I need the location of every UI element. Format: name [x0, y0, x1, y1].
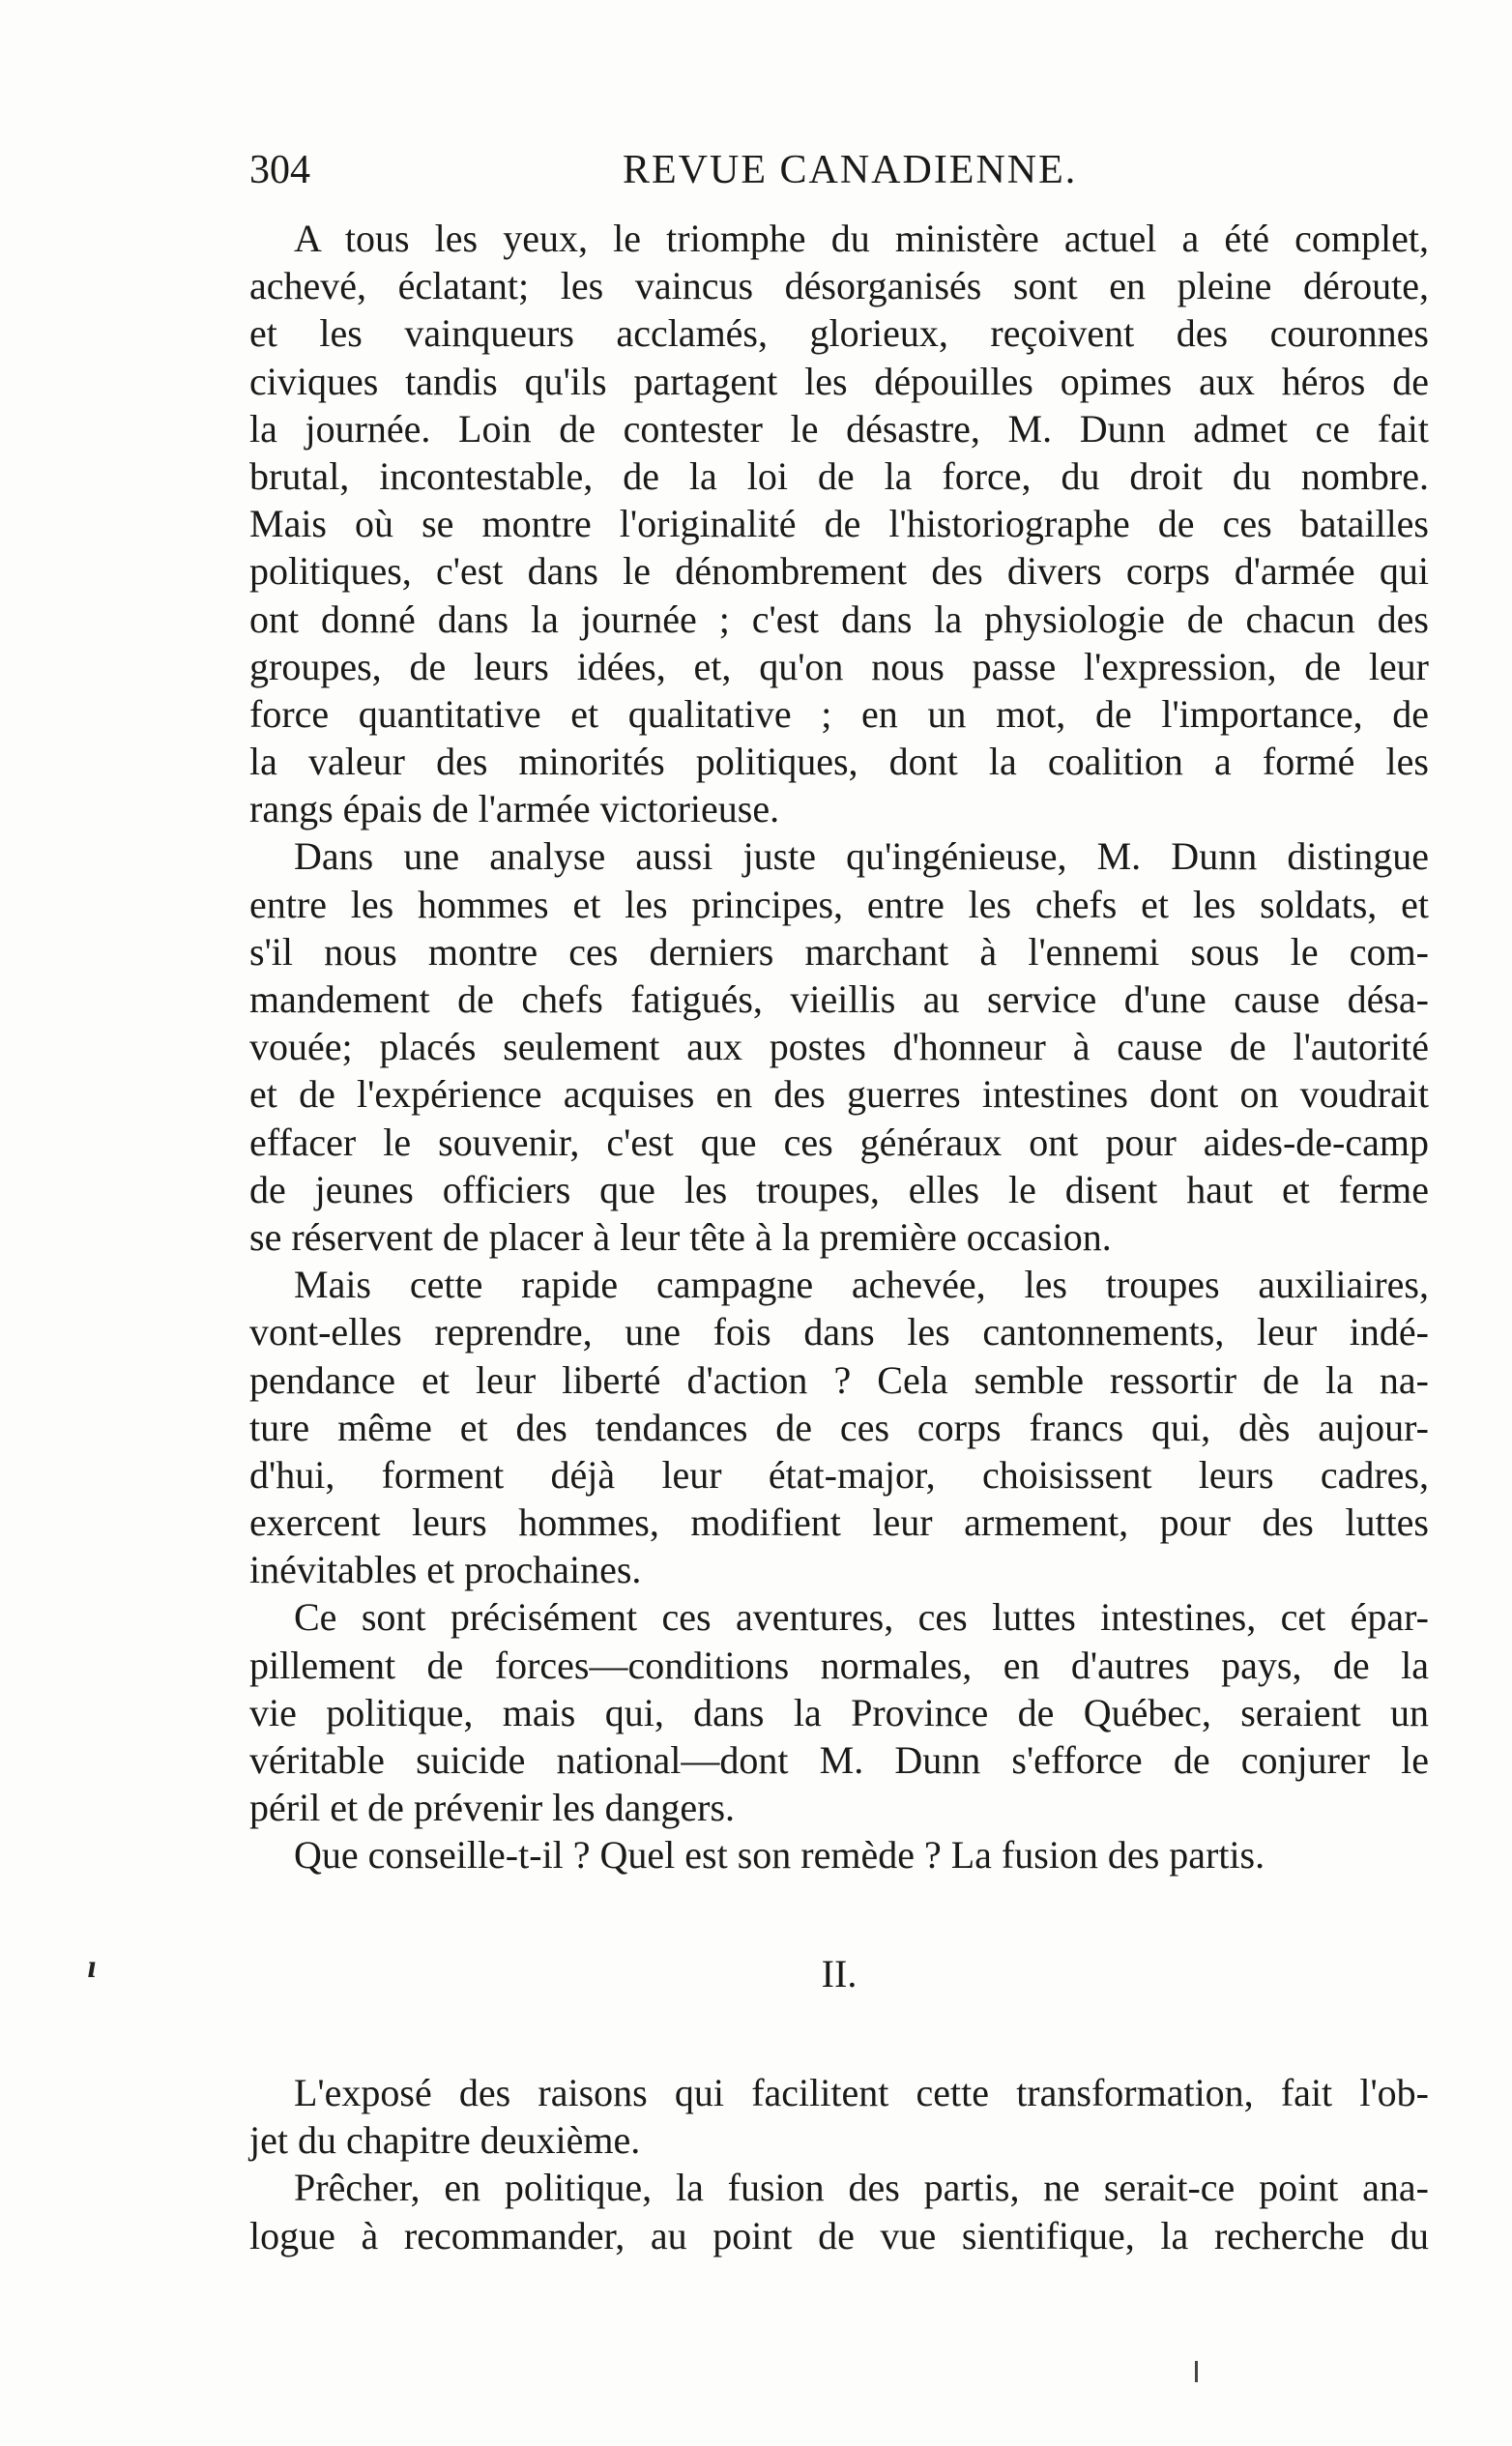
text-line: s'il nous montre ces derniers marchant à l'ennemi sous le com- — [249, 929, 1429, 974]
text-line: politiques, c'est dans le dénombrement des divers corps d'armée qui — [249, 549, 1429, 594]
text-line: et les vainqueurs acclamés, glorieux, reçoivent des couronnes — [249, 311, 1429, 356]
text-line: effacer le souvenir, c'est que ces généraux ont pour aides-de-camp — [249, 1120, 1429, 1164]
text-line: exercent leurs hommes, modifient leur armement, pour des luttes — [249, 1500, 1429, 1545]
margin-mark: ɪ — [87, 1949, 98, 1985]
text-line: d'hui, forment déjà leur état-major, choisissent leurs cadres, — [249, 1452, 1429, 1497]
text-line: groupes, de leurs idées, et, qu'on nous passe l'expression, de leur — [249, 644, 1429, 688]
text-line: de jeunes officiers que les troupes, elles le disent haut et ferme — [249, 1167, 1429, 1211]
text-line: vont-elles reprendre, une fois dans les cantonnements, leur indé- — [249, 1310, 1429, 1354]
blank-space — [249, 1879, 1429, 1927]
text-line: se réservent de placer à leur tête à la première occasion. — [249, 1214, 1112, 1259]
paragraph — [249, 832, 1429, 1261]
text-line: force quantitative et qualitative ; en un mot, de l'importance, de — [249, 691, 1429, 736]
text-line: véritable suicide national—dont M. Dunn s'efforce de conjurer le — [249, 1738, 1429, 1782]
text-line: Prêcher, en politique, la fusion des partis, ne serait-ce point ana- — [294, 2166, 1429, 2210]
text-line: jet du chapitre deuxième. — [249, 2118, 641, 2163]
text-line: brutal, incontestable, de la loi de la force, du droit du nombre. — [249, 453, 1429, 498]
text-line: inévitables et prochaines. — [249, 1548, 642, 1592]
text-line: Que conseille-t-il ? Quel est son remède ? La fusion des partis. — [294, 1833, 1265, 1878]
text-line: la valeur des minorités politiques, dont la coalition a formé les — [249, 740, 1429, 784]
text-line: Ce sont précisément ces aventures, ces luttes intestines, cet épar- — [294, 1595, 1429, 1640]
text-line: Dans une analyse aussi juste qu'ingénieuse, M. Dunn distingue — [294, 834, 1429, 879]
text-line: pillement de forces—conditions normales, en d'autres pays, de la — [249, 1643, 1429, 1687]
page-number: 304 — [249, 148, 310, 192]
text-line: ture même et des tendances de ces corps francs qui, dès aujour- — [249, 1405, 1429, 1449]
blank-space — [249, 2022, 1429, 2069]
text-line: Mais cette rapide campagne achevée, les troupes auxiliaires, — [294, 1263, 1429, 1307]
text-line: civiques tandis qu'ils partagent les dépouilles opimes aux héros de — [249, 359, 1429, 403]
text-line: rangs épais de l'armée victorieuse. — [249, 787, 780, 831]
section-heading: II. — [821, 1951, 858, 1995]
text-line: A tous les yeux, le triomphe du ministère actuel a été complet, — [294, 217, 1429, 260]
running-head — [249, 143, 1429, 197]
text-line: pendance et leur liberté d'action ? Cela semble ressortir de la na- — [249, 1357, 1429, 1402]
body-text — [249, 215, 1429, 2259]
paragraph — [249, 2164, 1429, 2258]
paragraph — [249, 1831, 1429, 1878]
text-line: et de l'expérience acquises en des guerres intestines dont on voudrait — [249, 1072, 1429, 1117]
print-speck — [1195, 2361, 1198, 2382]
text-line: vie politique, mais qui, dans la Province de Québec, seraient un — [249, 1690, 1429, 1734]
text-line: ont donné dans la journée ; c'est dans la physiologie de chacun des — [249, 597, 1429, 641]
text-line: achevé, éclatant; les vaincus désorganisés sont en pleine déroute, — [249, 264, 1429, 308]
text-line: vouée; placés seulement aux postes d'honneur à cause de l'autorité — [249, 1025, 1429, 1069]
text-line: la journée. Loin de contester le désastre, M. Dunn admet ce fait — [249, 406, 1429, 451]
paragraph — [249, 1593, 1429, 1831]
paragraph — [249, 1261, 1429, 1593]
text-line: logue à recommander, au point de vue sientifique, la recherche du — [249, 2213, 1429, 2257]
text-line: péril et de prévenir les dangers. — [249, 1786, 736, 1830]
journal-title: REVUE CANADIENNE. — [623, 148, 1078, 192]
text-line: entre les hommes et les principes, entre les chefs et les soldats, et — [249, 882, 1429, 926]
text-line: Mais où se montre l'originalité de l'historiographe de ces batailles — [249, 502, 1429, 546]
text-line: L'exposé des raisons qui facilitent cette transformation, fait l'ob- — [294, 2070, 1429, 2114]
text-line: mandement de chefs fatigués, vieillis au service d'une cause désa- — [249, 977, 1429, 1021]
paragraph — [249, 2069, 1429, 2164]
paragraph — [249, 215, 1429, 832]
